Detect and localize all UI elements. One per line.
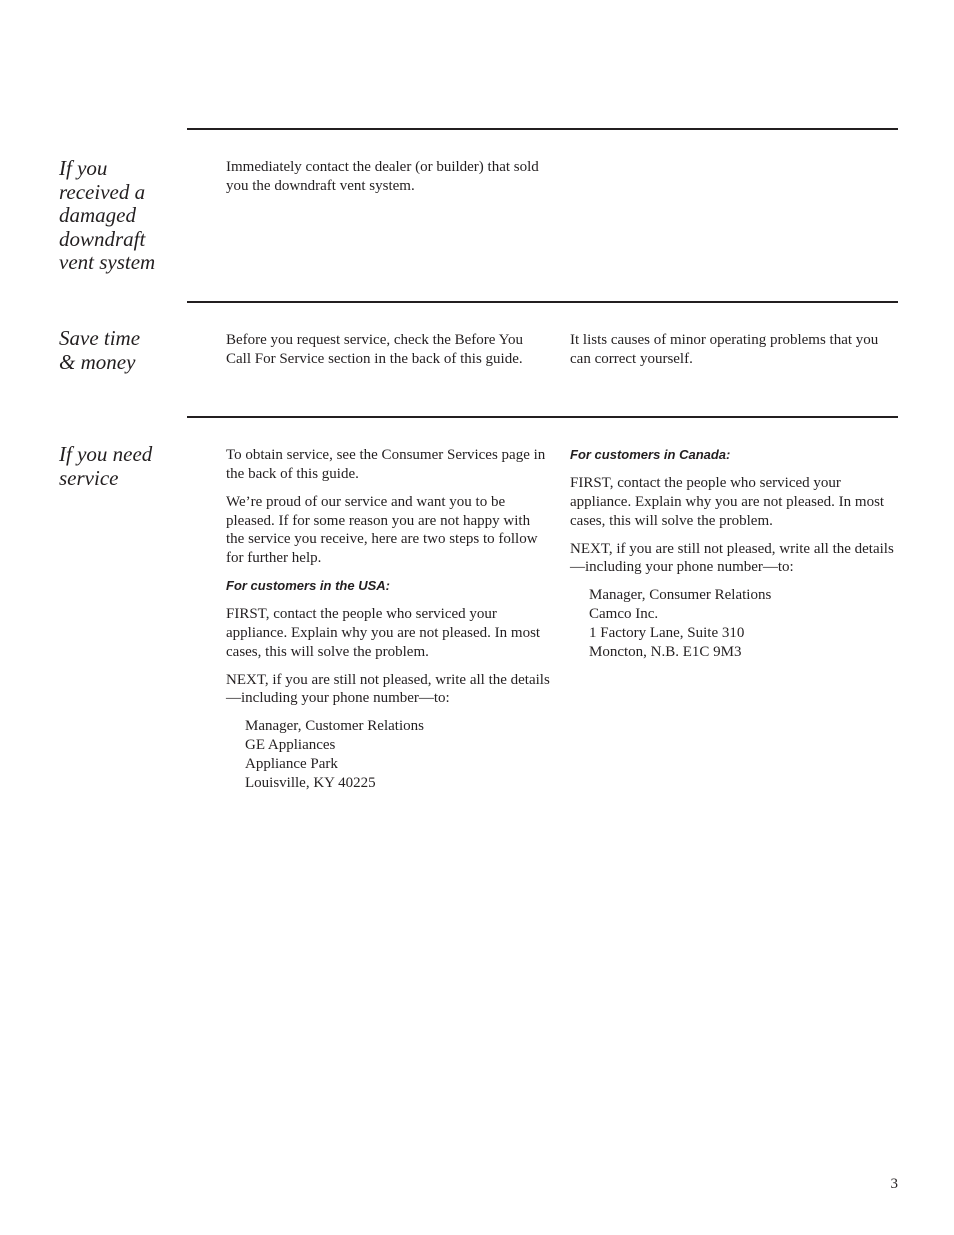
canada-customers-label: For customers in Canada:	[570, 447, 731, 462]
usa-customers-label: For customers in the USA:	[226, 578, 390, 593]
save-time-right-column	[570, 331, 898, 378]
damaged-text-column	[226, 158, 551, 205]
save-time-paragraph-left: Before you request service, check the Before You Call For Service section in the back of this guide.	[226, 332, 523, 367]
heading-damaged-system: If you received a damaged downdraft vent system	[59, 156, 156, 274]
section-divider-damaged	[187, 128, 898, 130]
canada-first-step: FIRST, contact the people who serviced your appliance. Explain why you are not pleased. In most cases, this will solve the problem.	[570, 475, 885, 529]
usa-address-line: Appliance Park	[245, 755, 338, 772]
save-time-left-column	[226, 331, 551, 378]
usa-address-line: GE Appliances	[245, 737, 336, 754]
canada-address-line: Moncton, N.B. E1C 9M3	[589, 643, 742, 660]
service-intro-paragraph: To obtain service, see the Consumer Services page in the back of this guide.	[226, 447, 546, 482]
usa-address-line: Manager, Customer Relations	[245, 718, 424, 735]
canada-address-line: Camco Inc.	[589, 606, 659, 623]
service-pride-paragraph: We’re proud of our service and want you to be pleased. If for some reason you are not happy with the service you receive, here are two steps to follow for further help.	[226, 493, 538, 566]
save-time-paragraph-right: It lists causes of minor operating problems that you can correct yourself.	[570, 332, 879, 367]
page-number: 3	[890, 1176, 898, 1192]
usa-address-line: Louisville, KY 40225	[245, 774, 376, 791]
heading-need-service: If you need service	[59, 442, 153, 490]
service-usa-column	[226, 446, 551, 802]
canada-next-step: NEXT, if you are still not pleased, write all the details—including your phone number—to:	[570, 540, 894, 576]
section-divider-service	[187, 416, 898, 418]
canada-address-line: 1 Factory Lane, Suite 310	[589, 624, 745, 641]
section-divider-save-time	[187, 301, 898, 303]
canada-mailing-address	[589, 586, 898, 661]
damaged-paragraph: Immediately contact the dealer (or builder) that sold you the downdraft vent system.	[226, 159, 539, 194]
heading-save-time: Save time & money	[59, 326, 141, 374]
usa-next-step: NEXT, if you are still not pleased, write all the details—including your phone number—to:	[226, 671, 550, 707]
service-canada-column	[570, 446, 898, 671]
usa-mailing-address	[245, 717, 551, 792]
canada-address-line: Manager, Consumer Relations	[589, 587, 772, 604]
usa-first-step: FIRST, contact the people who serviced your appliance. Explain why you are not pleased. In most cases, this will solve the problem.	[226, 606, 541, 660]
